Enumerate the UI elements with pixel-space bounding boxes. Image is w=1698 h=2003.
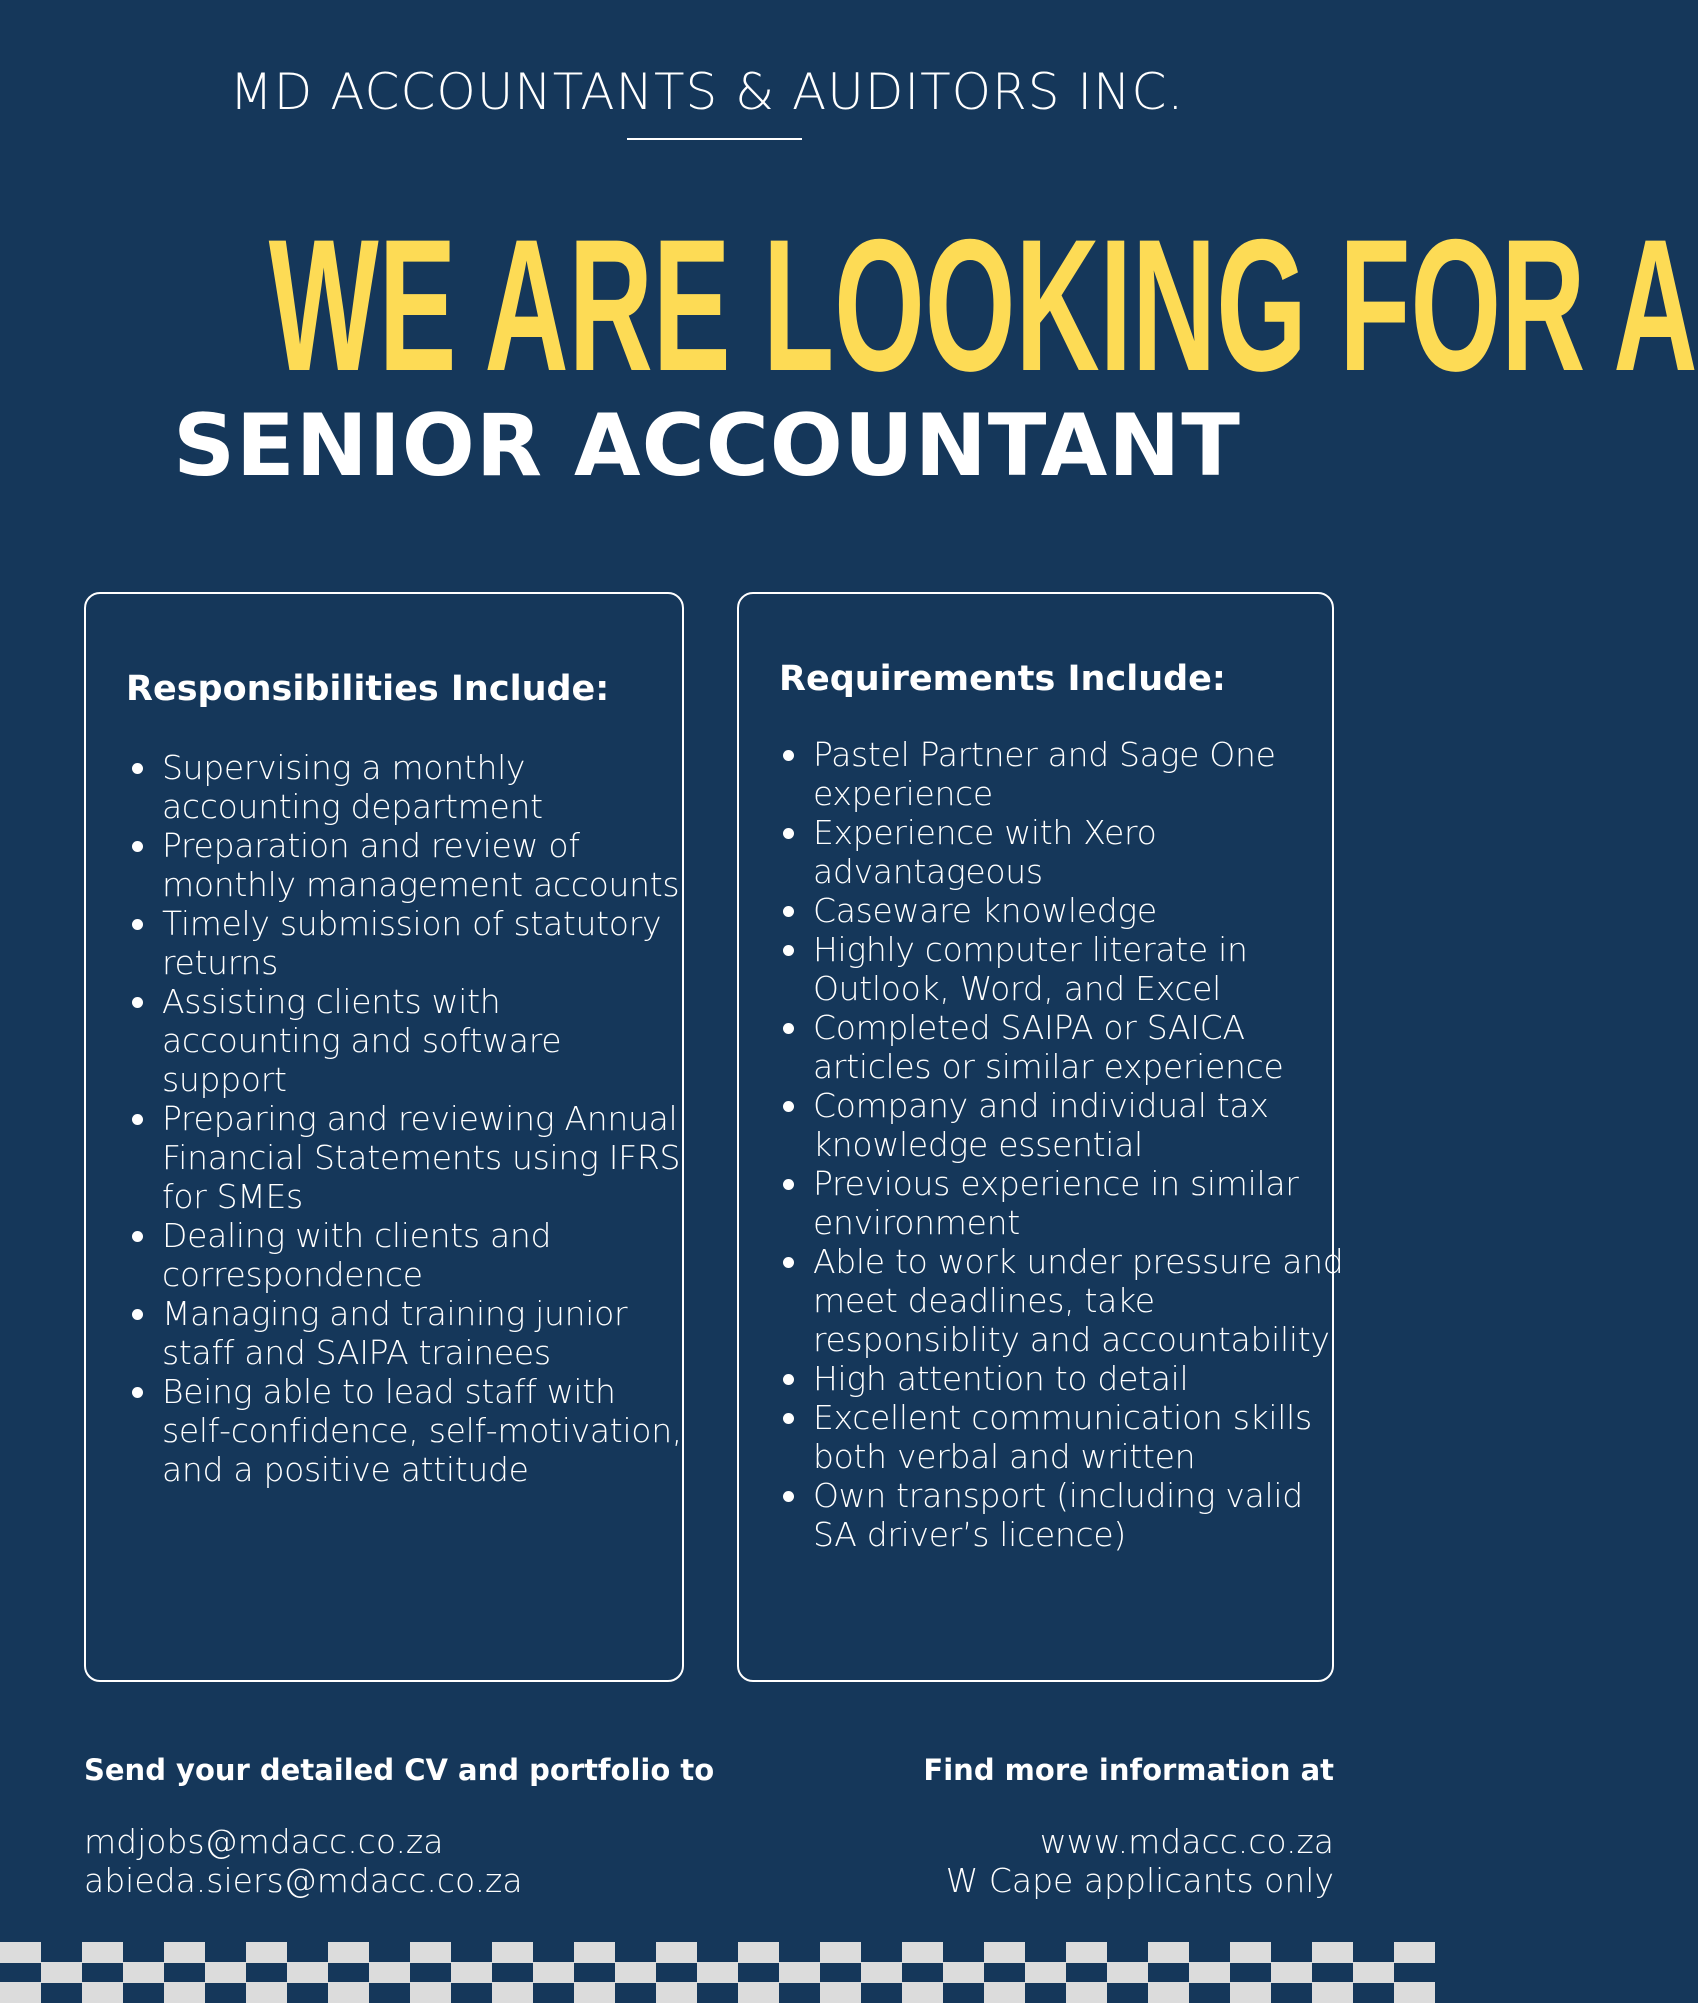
checker-square xyxy=(1148,1982,1189,2003)
checker-square xyxy=(533,1962,574,1983)
company-name: MD ACCOUNTANTS & AUDITORS INC. xyxy=(229,63,1185,121)
list-item: Pastel Partner and Sage One experience xyxy=(813,735,1348,813)
list-item: Assisting clients with accounting and software support xyxy=(162,982,682,1099)
checker-square xyxy=(328,1982,369,2003)
list-item: Experience with Xero advantageous xyxy=(813,813,1348,891)
checker-square xyxy=(656,1942,697,1963)
checker-square xyxy=(1394,1982,1435,2003)
checker-square xyxy=(984,1942,1025,1963)
list-item: Company and individual tax knowledge essential xyxy=(813,1086,1348,1164)
email-link-secondary[interactable]: abieda.siers@mdacc.co.za xyxy=(84,1861,523,1900)
checker-square xyxy=(1312,1942,1353,1963)
list-item: Preparing and reviewing Annual Financial Statements using IFRS for SMEs xyxy=(162,1099,681,1216)
list-item: Managing and training junior staff and SAIPA trainees xyxy=(162,1294,682,1372)
responsibilities-title: Responsibilities Include: xyxy=(126,669,610,709)
checker-square xyxy=(738,1982,779,2003)
requirements-card xyxy=(737,592,1344,1682)
checker-square xyxy=(574,1942,615,1963)
checker-square xyxy=(328,1942,369,1963)
checker-square xyxy=(1025,1962,1066,1983)
list-item: Previous experience in similar environment xyxy=(813,1164,1348,1242)
checker-square xyxy=(1066,1982,1107,2003)
checker-square xyxy=(1189,1962,1230,1983)
list-item: Being able to lead staff with self-confidence, self-motivation, and a positive attitude xyxy=(162,1372,683,1489)
checker-square xyxy=(164,1982,205,2003)
applicant-region-note: W Cape applicants only xyxy=(945,1861,1334,1900)
checker-square xyxy=(451,1962,492,1983)
list-item: High attention to detail xyxy=(813,1359,1348,1398)
checker-square xyxy=(492,1982,533,2003)
checker-square xyxy=(0,1942,41,1963)
more-info-heading: Find more information at xyxy=(923,1753,1334,1787)
responsibilities-card xyxy=(84,592,684,1682)
checker-square xyxy=(41,1962,82,1983)
responsibilities-list xyxy=(126,748,682,1489)
checker-square xyxy=(820,1942,861,1963)
list-item: Highly computer literate in Outlook, Word, and Excel xyxy=(813,930,1348,1008)
checker-square xyxy=(697,1962,738,1983)
title-divider xyxy=(627,138,802,140)
checker-square xyxy=(1271,1962,1312,1983)
checker-square xyxy=(246,1942,287,1963)
checker-square xyxy=(615,1962,656,1983)
checker-square xyxy=(1394,1942,1435,1963)
checker-square xyxy=(820,1982,861,2003)
checker-square xyxy=(205,1962,246,1983)
email-link-primary[interactable]: mdjobs@mdacc.co.za xyxy=(84,1822,444,1861)
checker-square xyxy=(410,1982,451,2003)
list-item: Excellent communication skills both verbal and written xyxy=(813,1398,1348,1476)
send-cv-heading: Send your detailed CV and portfolio to xyxy=(84,1753,715,1787)
checker-square xyxy=(410,1942,451,1963)
list-item: Preparation and review of monthly management accounts xyxy=(162,826,682,904)
checker-square xyxy=(1312,1982,1353,2003)
list-item: Able to work under pressure and meet deadlines, take responsiblity and accountability xyxy=(813,1242,1348,1359)
checker-square xyxy=(287,1962,328,1983)
list-item: Completed SAIPA or SAICA articles or similar experience xyxy=(813,1008,1348,1086)
checker-square xyxy=(1107,1962,1148,1983)
checker-square xyxy=(902,1942,943,1963)
checker-square xyxy=(1148,1942,1189,1963)
job-title: SENIOR ACCOUNTANT xyxy=(173,396,1241,496)
checkered-border xyxy=(0,1942,1414,2000)
checker-square xyxy=(123,1962,164,1983)
requirements-title: Requirements Include: xyxy=(779,659,1226,699)
checker-square xyxy=(656,1982,697,2003)
list-item: Caseware knowledge xyxy=(813,891,1348,930)
checker-square xyxy=(1230,1942,1271,1963)
checker-square xyxy=(82,1982,123,2003)
checker-square xyxy=(1066,1942,1107,1963)
checker-square xyxy=(1353,1962,1394,1983)
headline: WE ARE LOOKING FOR A xyxy=(268,200,1698,410)
checker-square xyxy=(902,1982,943,2003)
checker-square xyxy=(82,1942,123,1963)
checker-square xyxy=(943,1962,984,1983)
checker-square xyxy=(574,1982,615,2003)
checker-square xyxy=(0,1982,41,2003)
checker-square xyxy=(246,1982,287,2003)
checker-square xyxy=(984,1982,1025,2003)
checker-square xyxy=(1230,1982,1271,2003)
checker-square xyxy=(861,1962,902,1983)
list-item: Supervising a monthly accounting department xyxy=(162,748,682,826)
requirements-list xyxy=(777,735,1348,1554)
checker-square xyxy=(492,1942,533,1963)
list-item: Own transport (including valid SA driver’s licence) xyxy=(813,1476,1348,1554)
checker-square xyxy=(369,1962,410,1983)
list-item: Dealing with clients and correspondence xyxy=(162,1216,682,1294)
list-item: Timely submission of statutory returns xyxy=(162,904,682,982)
checker-square xyxy=(164,1942,205,1963)
website-link[interactable]: www.mdacc.co.za xyxy=(1039,1822,1334,1861)
checker-square xyxy=(738,1942,779,1963)
checker-square xyxy=(779,1962,820,1983)
